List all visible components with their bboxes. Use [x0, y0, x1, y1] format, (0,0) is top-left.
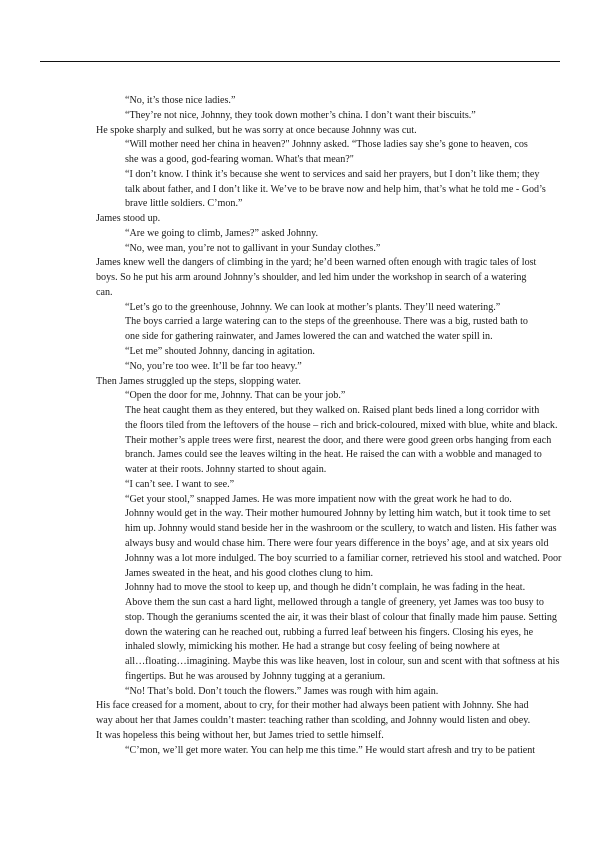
- text-line: fingertips. But he was aroused by Johnny tugging at a geranium.: [125, 670, 386, 682]
- paragraph: [102, 109, 552, 124]
- paragraph: [102, 581, 560, 684]
- text-line: “They’re not nice, Johnny, they took down mother’s china. I don’t want their biscuits.”: [125, 109, 476, 121]
- text-line: branch. James could see the leaves wilting in the heat. He raised the can with a wobble and managed to: [125, 449, 542, 461]
- paragraph: [102, 493, 562, 582]
- text-line: “I can’t see. I want to see.”: [125, 478, 235, 490]
- paragraph: [96, 212, 552, 227]
- text-line: “Open the door for me, Johnny. That can be your job.”: [125, 390, 346, 402]
- text-line: Johnny was a lot more indulged. The boy scurried to a familiar corner, retrieved his stool and watched. Poor: [125, 552, 562, 564]
- text-line: inhaled slowly, mimicking his mother. He had a strange but cosy feeling of being nowhere at: [125, 641, 500, 653]
- paragraph: [102, 242, 552, 257]
- text-line: “Are we going to climb, James?” asked Johnny.: [125, 227, 319, 239]
- text-line: James stood up.: [96, 213, 161, 225]
- text-line: all…floating…imagining. Maybe this was like heaven, lost in colour, sun and scent with that softness at his: [125, 656, 560, 668]
- text-line: talk about father, and I don’t like it. We’ve to be brave now and help him, that’s what he told me - God’s: [125, 183, 546, 195]
- text-line: Their mother’s apple trees were first, nearest the door, and there were good green orbs hanging from each: [125, 434, 552, 446]
- paragraph: [96, 699, 552, 743]
- text-line: James sweated in the heat, and his good clothes clung to him.: [125, 567, 374, 579]
- paragraph: [102, 301, 552, 316]
- text-line: Johnny had to move the stool to keep up, and though he didn’t complain, he was fading in the heat.: [125, 582, 526, 594]
- text-line: way about her that James couldn’t master: teaching rather than scolding, and Johnny would listen and obey.: [96, 715, 531, 727]
- text-line: “I don’t know. I think it’s because she went to services and said her prayers, but I don’t like them; they: [125, 168, 540, 180]
- text-line: The boys carried a large watering can to the steps of the greenhouse. There was a big, rusted bath to: [125, 316, 528, 328]
- text-line: “Let’s go to the greenhouse, Johnny. We can look at mother’s plants. They’ll need watering.”: [125, 301, 501, 313]
- header-rule: [40, 61, 560, 62]
- text-line: “Will mother need her china in heaven?" Johnny asked. “Those ladies say she’s gone to heaven, cos: [125, 139, 528, 151]
- text-line: It was hopeless this being without her, but James tried to settle himself.: [96, 729, 384, 741]
- paragraph: [102, 360, 552, 375]
- text-line: James knew well the dangers of climbing in the yard; he’d been warned often enough with tragic tales of lost: [96, 257, 537, 269]
- text-line: Then James struggled up the steps, slopping water.: [96, 375, 301, 387]
- text-line: “C’mon, we’ll get more water. You can help me this time.” He would start afresh and try to be patient: [125, 744, 536, 756]
- text-line: brave little soldiers. C’mon.”: [125, 198, 243, 210]
- text-line: always busy and would chase him. There were four years difference in the boys’ age, and at six years old: [125, 537, 549, 549]
- paragraph: [102, 389, 552, 404]
- text-line: “Get your stool,” snapped James. He was more impatient now with the great work he had to do.: [125, 493, 512, 505]
- text-line: down the watering can he reached out, rubbing a furred leaf between his fingers. Closing his eyes, he: [125, 626, 534, 638]
- text-line: “No! That’s bold. Don’t touch the flowers.” James was rough with him again.: [125, 685, 439, 697]
- paragraph: [96, 256, 552, 300]
- text-line: “No, it’s those nice ladies.”: [125, 95, 236, 106]
- text-line: He spoke sharply and sulked, but he was sorry at once because Johnny was cut.: [96, 124, 417, 136]
- page-body: [96, 94, 562, 758]
- paragraph: [102, 138, 552, 168]
- text-line: “No, wee man, you’re not to gallivant in your Sunday clothes.”: [125, 242, 381, 254]
- paragraph: [102, 315, 552, 345]
- paragraph: [102, 478, 552, 493]
- text-line: she was a good, god-fearing woman. What's that mean?": [125, 154, 354, 166]
- paragraph: [102, 94, 552, 109]
- text-line: Johnny would get in the way. Their mother humoured Johnny by letting him watch, but it took time to set: [125, 508, 551, 520]
- text-line: “Let me” shouted Johnny, dancing in agitation.: [125, 346, 315, 358]
- paragraph: [102, 404, 558, 478]
- text-line: the floors tiled from the leftovers of the house – rich and brick-coloured, mixed with blue, white and black.: [125, 419, 558, 431]
- text-line: The heat caught them as they entered, but they walked on. Raised plant beds lined a long corridor with: [125, 405, 540, 417]
- paragraph: [102, 744, 552, 759]
- paragraph: [102, 685, 552, 700]
- text-line: “No, you’re too wee. It’ll be far too heavy.”: [125, 360, 302, 372]
- paragraph: [96, 124, 552, 139]
- paragraph: [96, 375, 552, 390]
- text-line: His face creased for a moment, about to cry, for their mother had always been patient with Johnny. She had: [96, 700, 529, 712]
- paragraph: [102, 227, 552, 242]
- paragraph: [102, 345, 552, 360]
- text-line: water at their roots. Johnny started to shout again.: [125, 464, 327, 476]
- text-line: Above them the sun cast a hard light, mellowed through a tangle of greenery, yet James was too busy to: [125, 597, 544, 609]
- text-line: stop. Though the geraniums scented the air, it was their blast of colour that finally made him pause. Setting: [125, 611, 557, 623]
- text-line: can.: [96, 286, 113, 298]
- text-line: boys. So he put his arm around Johnny’s shoulder, and led him under the workshop in search of a watering: [96, 272, 527, 284]
- text-line: him up. Johnny would stand beside her in the washroom or the scullery, to watch and listen. His father was: [125, 523, 557, 535]
- paragraph: [102, 168, 552, 212]
- text-line: one side for gathering rainwater, and James lowered the can and watched the water spill in.: [125, 331, 493, 343]
